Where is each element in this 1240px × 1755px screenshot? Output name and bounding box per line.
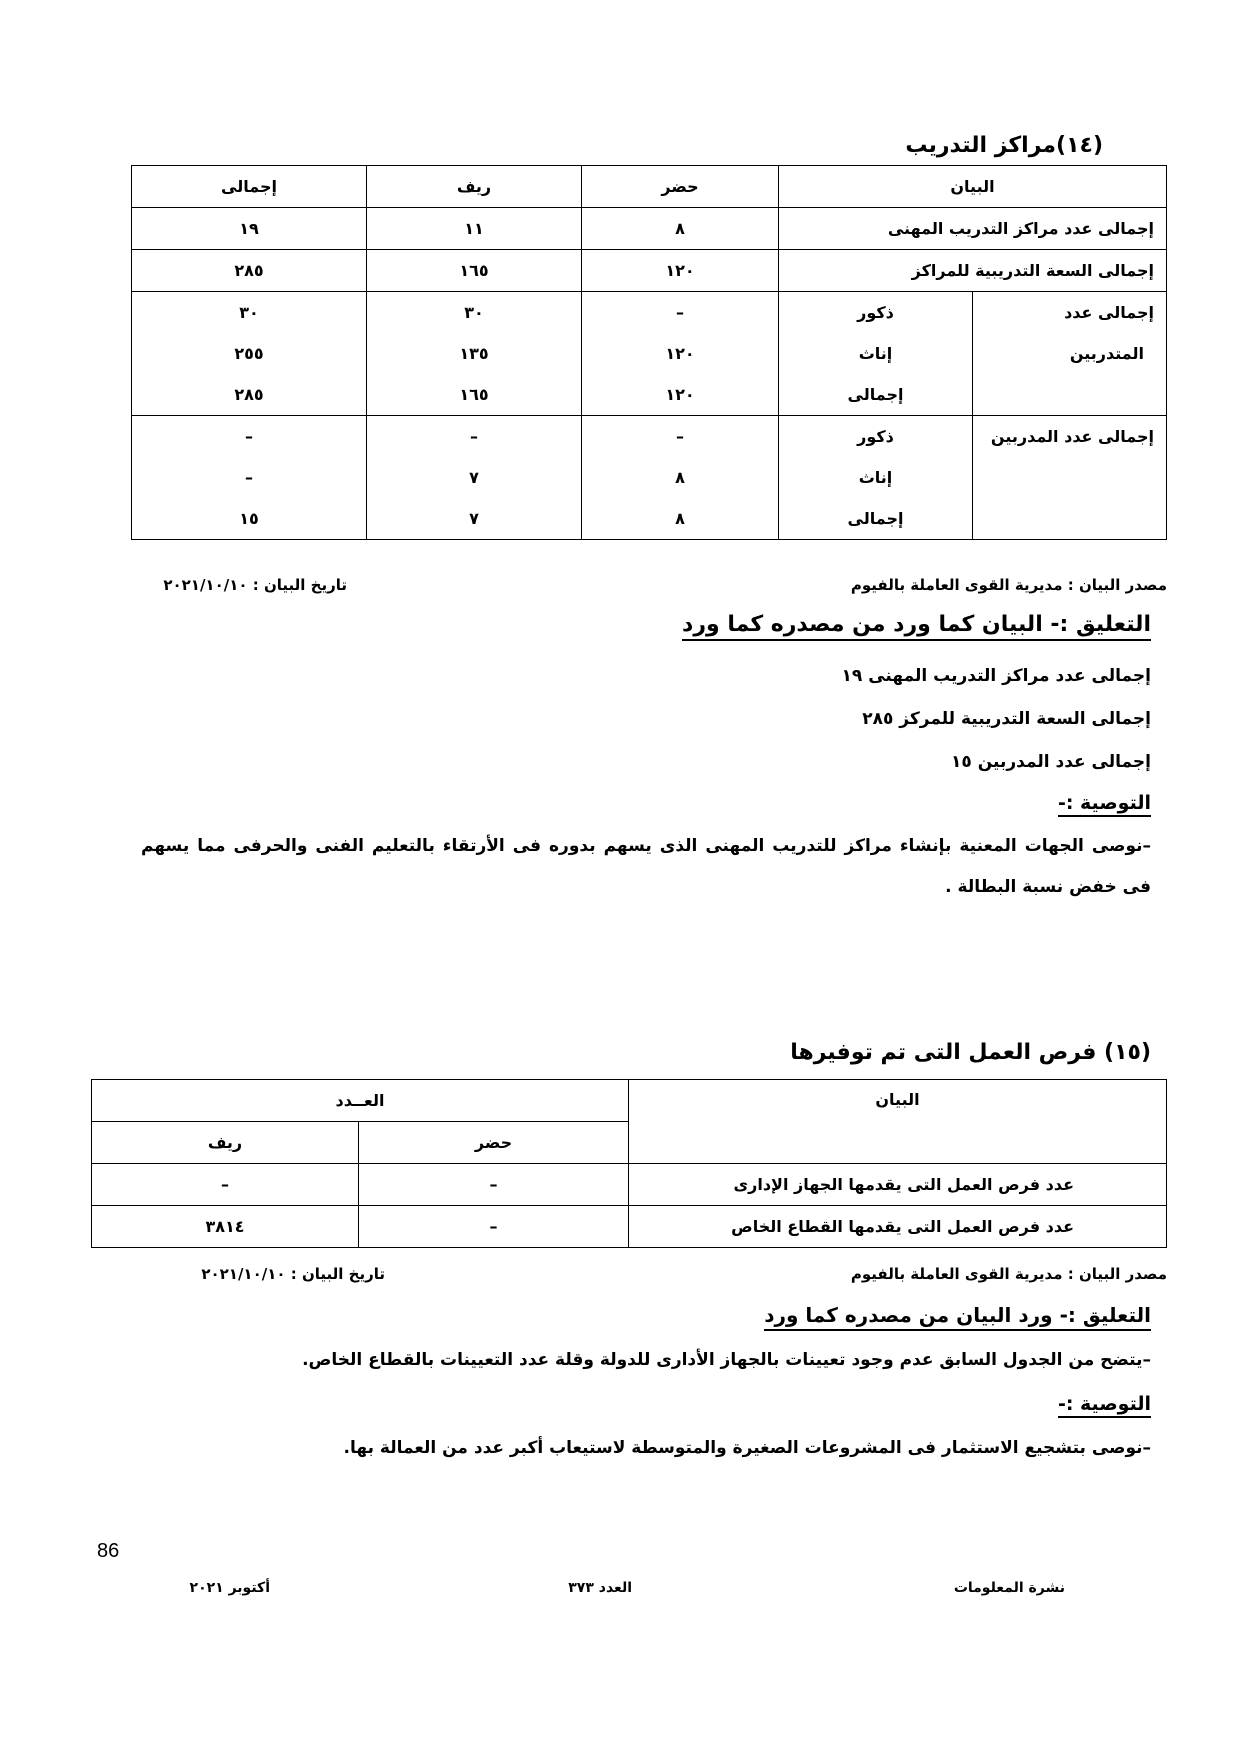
header-statement: البيان	[779, 166, 1167, 208]
section-14-title: (١٤)مراكز التدريب	[905, 133, 1103, 158]
table-row	[91, 1164, 1166, 1206]
cell-total: ٢٨٥	[132, 250, 367, 292]
page-number: 86	[97, 1540, 120, 1562]
group-spacer	[973, 457, 1167, 498]
trainers-group-label: إجمالى عدد المدربين	[973, 416, 1167, 458]
date-note: تاريخ البيان : ٢٠٢١/١٠/١٠	[201, 1265, 385, 1283]
cell-reef: ١٦٥	[367, 374, 582, 416]
comment-line: –يتضح من الجدول السابق عدم وجود تعيينات بالجهاز الأدارى للدولة وقلة عدد التعيينات بالقطاع الخاص.	[302, 1350, 1151, 1370]
job-opportunities-table	[91, 1079, 1167, 1248]
row-label: إجمالى السعة التدريبية للمراكز	[779, 250, 1167, 292]
table-row	[91, 1206, 1166, 1248]
table-row	[132, 498, 1167, 540]
cell-hadar: –	[582, 292, 779, 334]
table-row	[132, 292, 1167, 334]
comment-heading	[764, 1303, 1151, 1331]
cell-reef: ٧	[367, 498, 582, 540]
cell-total: ١٥	[132, 498, 367, 540]
cell-reef: ٣٠	[367, 292, 582, 334]
comment-label: التعليق :-	[1059, 1303, 1151, 1327]
cell-hadar: –	[359, 1206, 629, 1248]
row-label: إناث	[779, 333, 973, 374]
footer-issue: العدد ٣٧٣	[568, 1580, 632, 1596]
comment-text: ورد البيان من مصدره كما ورد	[764, 1303, 1053, 1327]
summary-line: إجمالى عدد المدربين ١٥	[951, 752, 1151, 772]
table-row	[132, 208, 1167, 250]
row-label: إجمالى عدد مراكز التدريب المهنى	[779, 208, 1167, 250]
comment-heading	[682, 612, 1151, 641]
cell-total: ٢٨٥	[132, 374, 367, 416]
cell-hadar: –	[582, 416, 779, 458]
section-15-title: (١٥) فرص العمل التى تم توفيرها	[790, 1040, 1151, 1065]
header-total: إجمالى	[132, 166, 367, 208]
table-row	[132, 374, 1167, 416]
row-label: إناث	[779, 457, 973, 498]
trainees-group-label: إجمالى عدد	[973, 292, 1167, 334]
cell-hadar: ١٢٠	[582, 333, 779, 374]
table-row	[132, 416, 1167, 458]
cell-hadar: –	[359, 1164, 629, 1206]
cell-hadar: ١٢٠	[582, 374, 779, 416]
row-label: ذكور	[779, 292, 973, 334]
row-label: ذكور	[779, 416, 973, 458]
recommendation-paragraph: –نوصى الجهات المعنية بإنشاء مراكز للتدريب المهنى الذى يسهم بدوره فى الأرتقاء بالتعليم الفنى والحرفى مما يسهم فى خفض نسبة البطالة .	[141, 836, 1151, 897]
row-label: إجمالى	[779, 498, 973, 540]
row-label: إجمالى	[779, 374, 973, 416]
cell-reef: ١١	[367, 208, 582, 250]
header-reef: ريف	[367, 166, 582, 208]
row-label: عدد فرص العمل التى يقدمها القطاع الخاص	[629, 1206, 1167, 1248]
group-spacer	[973, 374, 1167, 416]
trainees-group-label-2: المتدربين	[973, 333, 1167, 374]
recommendation-heading: التوصية :-	[1058, 792, 1151, 817]
header-hadar: حضر	[582, 166, 779, 208]
cell-reef: ٣٨١٤	[91, 1206, 358, 1248]
cell-total: ٣٠	[132, 292, 367, 334]
cell-total: –	[132, 457, 367, 498]
table-row	[132, 333, 1167, 374]
header-hadar: حضر	[359, 1122, 629, 1164]
cell-hadar: ٨	[582, 457, 779, 498]
source-note: مصدر البيان : مديرية القوى العاملة بالفيوم	[850, 1265, 1167, 1283]
cell-reef: ٧	[367, 457, 582, 498]
cell-reef: ١٦٥	[367, 250, 582, 292]
footer-date: أكتوبر ٢٠٢١	[189, 1580, 270, 1596]
cell-hadar: ١٢٠	[582, 250, 779, 292]
table-row	[132, 457, 1167, 498]
training-centers-table	[131, 165, 1167, 540]
recommendation-line: –نوصى بتشجيع الاستثمار فى المشروعات الصغيرة والمتوسطة لاستيعاب أكبر عدد من العمالة بها.	[343, 1438, 1151, 1458]
cell-reef: –	[91, 1164, 358, 1206]
date-note: تاريخ البيان : ٢٠٢١/١٠/١٠	[163, 576, 347, 594]
row-label: عدد فرص العمل التى يقدمها الجهاز الإدارى	[629, 1164, 1167, 1206]
cell-total: ٢٥٥	[132, 333, 367, 374]
summary-line: إجمالى عدد مراكز التدريب المهنى ١٩	[841, 666, 1151, 686]
cell-hadar: ٨	[582, 498, 779, 540]
cell-total: ١٩	[132, 208, 367, 250]
source-note: مصدر البيان : مديرية القوى العاملة بالفيوم	[850, 576, 1167, 594]
summary-line: إجمالى السعة التدريبية للمركز ٢٨٥	[862, 709, 1151, 729]
cell-hadar: ٨	[582, 208, 779, 250]
table-row	[132, 250, 1167, 292]
group-spacer	[973, 498, 1167, 540]
cell-reef: –	[367, 416, 582, 458]
table-header-row	[132, 166, 1167, 208]
comment-label: التعليق :-	[1050, 612, 1151, 637]
comment-text: البيان كما ورد من مصدره كما ورد	[682, 612, 1043, 637]
header-reef: ريف	[91, 1122, 358, 1164]
cell-reef: ١٣٥	[367, 333, 582, 374]
table-header-row	[91, 1080, 1166, 1122]
header-statement: البيان	[629, 1080, 1167, 1164]
header-count: العــدد	[91, 1080, 628, 1122]
cell-total: –	[132, 416, 367, 458]
recommendation-heading: التوصية :-	[1058, 1393, 1151, 1418]
footer-publication: نشرة المعلومات	[953, 1580, 1065, 1596]
